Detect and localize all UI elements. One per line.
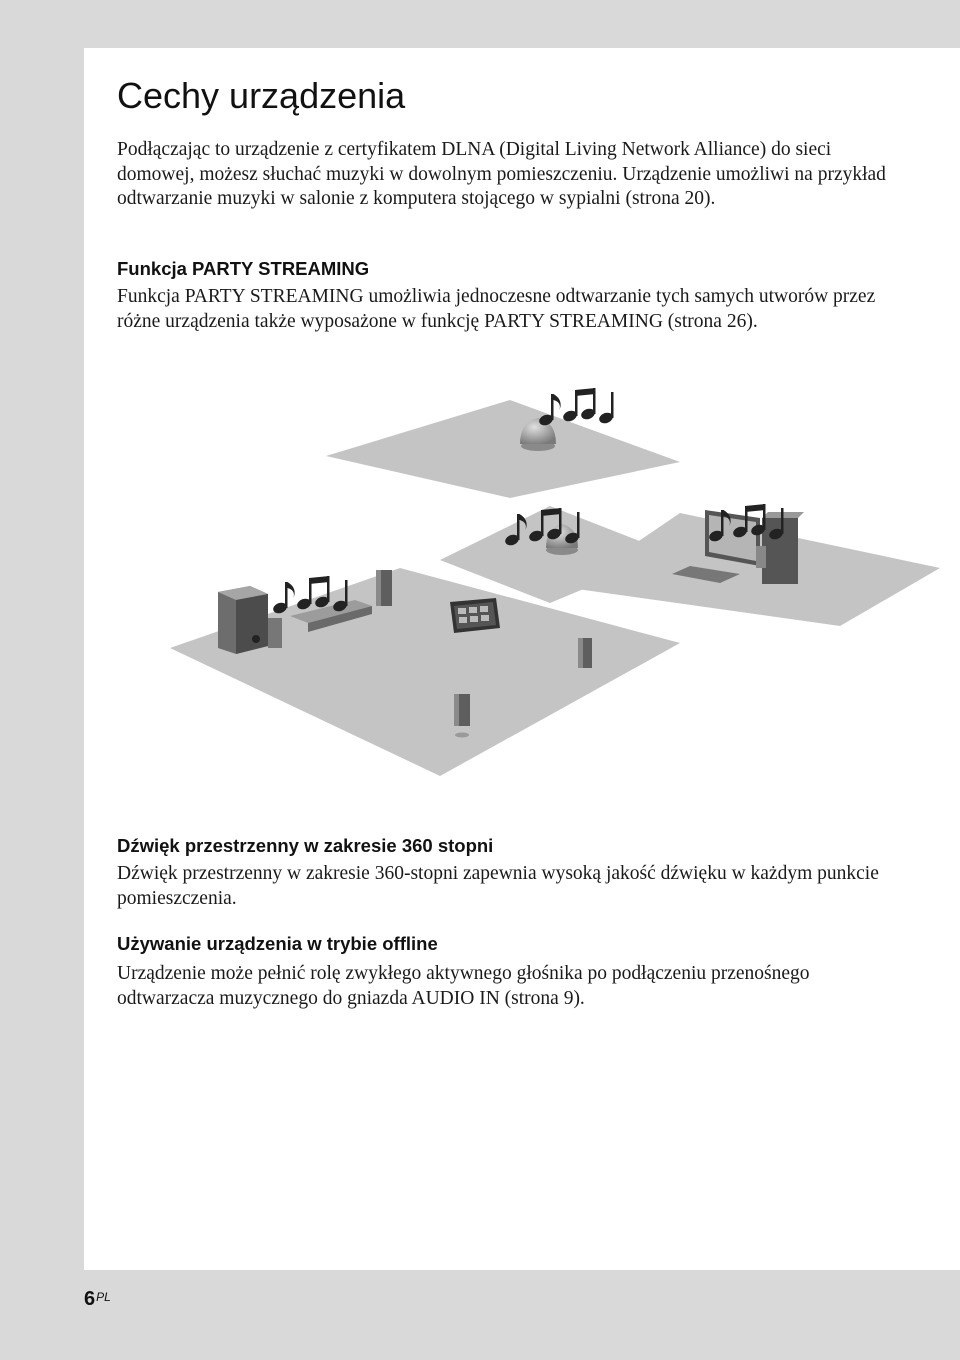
music-notes-icon	[538, 388, 615, 427]
satellite-speaker-icon	[376, 570, 392, 606]
room-floor-top	[326, 400, 680, 498]
satellite-speaker-icon	[578, 638, 592, 668]
section-heading-offline: Używanie urządzenia w trybie offline	[117, 933, 438, 954]
party-streaming-illustration	[160, 378, 940, 788]
page-language-suffix: PL	[96, 1290, 111, 1304]
intro-paragraph: Podłączając to urządzenie z certyfikatem DLNA (Digital Living Network Alliance) do sieci domowej, możesz słuchać muzyki w dowolnym pomieszczeniu. Urządzenie umożliwi na przykład odtwarzanie muzyki w salonie z komputera stojącego w sypialni (strona 20).	[117, 139, 886, 209]
section-heading-party-streaming: Funkcja PARTY STREAMING	[117, 258, 370, 279]
subwoofer-icon	[218, 586, 268, 654]
section-text-offline: Urządzenie może pełnić rolę zwykłego aktywnego głośnika po podłączeniu przenośnego odtwarzacza muzycznego do gniazda AUDIO IN (strona 9).	[117, 963, 810, 1009]
media-screen-icon	[450, 598, 500, 633]
page-title: Cechy urządzenia	[117, 75, 406, 116]
section-text-surround: Dźwięk przestrzenny w zakresie 360-stopni zapewnia wysoką jakość dźwięku w każdym punkcie pomieszczenia.	[117, 863, 879, 909]
section-text-party-streaming: Funkcja PARTY STREAMING umożliwia jednoczesne odtwarzanie tych samych utworów przez różne urządzenia także wyposażone w funkcję PARTY STREAMING (strona 26).	[117, 286, 876, 332]
page-number	[84, 1288, 111, 1311]
page-number-value: 6	[84, 1288, 96, 1310]
section-heading-surround: Dźwięk przestrzenny w zakresie 360 stopni	[117, 835, 494, 856]
